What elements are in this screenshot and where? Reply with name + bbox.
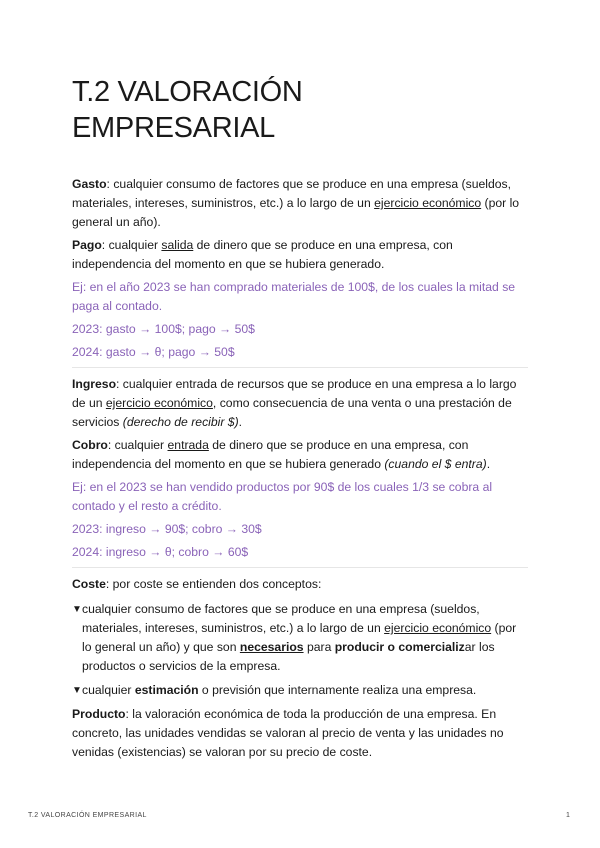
pago-term: Pago: [72, 238, 102, 252]
cobro-italic: (cuando el $ entra): [384, 457, 487, 471]
producto-term: Producto: [72, 707, 126, 721]
pago-text-end: de dinero que se produce en una empresa, con independencia del momento en que se hubiera generado.: [72, 238, 453, 271]
cobro-text-end: .: [486, 457, 491, 471]
coste-item-2[interactable]: [72, 681, 528, 700]
cobro-text-mid: de dinero que se produce en una empresa, con independencia del momento en que se hubiera generado: [72, 438, 469, 471]
pago-text: : cualquier: [101, 238, 162, 252]
coste-item-1-text-2: (por lo general un año) y que son: [82, 621, 517, 654]
coste-item-1-text: cualquier consumo de factores que se produce en una empresa (sueldos, materiales, intereses, suministros, etc.) a lo largo de un: [82, 602, 480, 635]
document-body: [72, 175, 528, 762]
gasto-text-end: (por lo general un año).: [72, 196, 520, 229]
title-line-2: EMPRESARIAL: [72, 112, 275, 144]
toggle-triangle-icon[interactable]: ▼: [72, 685, 82, 696]
coste-item-2-text-2: o previsión que internamente realiza una empresa.: [198, 683, 477, 697]
footer-title: T.2 VALORACIÓN EMPRESARIAL: [28, 812, 147, 819]
coste-definition: [72, 575, 528, 594]
cobro-term: Cobro: [72, 438, 108, 452]
coste-item-1-bold: producir o comercializ: [334, 640, 465, 654]
example-2-line-3: 2024: ingreso → θ; cobro → 60$: [72, 545, 249, 559]
ingreso-text-end: .: [238, 415, 243, 429]
gasto-definition: [72, 175, 528, 232]
page-number: 1: [566, 812, 570, 819]
ingreso-link[interactable]: ejercicio económico: [105, 396, 213, 410]
coste-term: Coste: [72, 577, 106, 591]
example-1-line-2: 2023: gasto → 100$; pago → 50$: [72, 322, 255, 336]
coste-item-2-text: cualquier: [82, 683, 135, 697]
coste-item-1-text-4: ar los productos o servicios de la empresa.: [82, 640, 495, 673]
page-title: [72, 74, 542, 146]
pago-link[interactable]: salida: [161, 238, 194, 252]
coste-item-1-necesarios: necesarios: [239, 640, 304, 654]
ingreso-italic: (derecho de recibir $): [122, 415, 239, 429]
example-1-line-3: 2024: gasto → θ; pago → 50$: [72, 345, 235, 359]
example-1-line-1: Ej: en el año 2023 se han comprado materiales de 100$, de los cuales la mitad se paga al contado.: [72, 280, 516, 313]
pago-definition: [72, 236, 528, 274]
coste-item-1-text-3: para: [303, 640, 335, 654]
cobro-link[interactable]: entrada: [167, 438, 209, 452]
coste-text: : por coste se entienden dos conceptos:: [105, 577, 322, 591]
ingreso-definition: [72, 375, 528, 432]
producto-definition: [72, 705, 528, 762]
ingreso-term: Ingreso: [72, 377, 117, 391]
gasto-text: : cualquier consumo de factores que se produce en una empresa (sueldos, materiales, intereses, suministros, etc.) a lo largo de un: [72, 177, 512, 210]
divider: [72, 567, 528, 568]
ingreso-text-mid: , como consecuencia de una venta o una prestación de servicios: [72, 396, 512, 429]
coste-item-1-link[interactable]: ejercicio económico: [384, 621, 492, 635]
coste-item-2-bold: estimación: [134, 683, 199, 697]
coste-list: [72, 600, 528, 700]
gasto-term: Gasto: [72, 177, 107, 191]
producto-text: : la valoración económica de toda la producción de una empresa. En concreto, las unidades vendidas se valoran al precio de venta y las unidades no venidas (existencias) se valoran por su precio de coste.: [72, 707, 504, 759]
coste-item-1[interactable]: [72, 600, 528, 676]
example-2-line-2: 2023: ingreso → 90$; cobro → 30$: [72, 522, 262, 536]
example-2-line-1: Ej: en el 2023 se han vendido productos por 90$ de los cuales 1/3 se cobra al contado y el resto a crédito.: [72, 480, 493, 513]
cobro-text: : cualquier: [107, 438, 168, 452]
gasto-link[interactable]: ejercicio económico: [374, 196, 482, 210]
cobro-definition: [72, 436, 528, 474]
toggle-triangle-icon[interactable]: ▼: [72, 604, 82, 615]
ingreso-text: : cualquier entrada de recursos que se produce en una empresa a lo largo de un: [72, 377, 517, 410]
divider: [72, 367, 528, 368]
title-line-1: T.2 VALORACIÓN: [72, 76, 303, 108]
